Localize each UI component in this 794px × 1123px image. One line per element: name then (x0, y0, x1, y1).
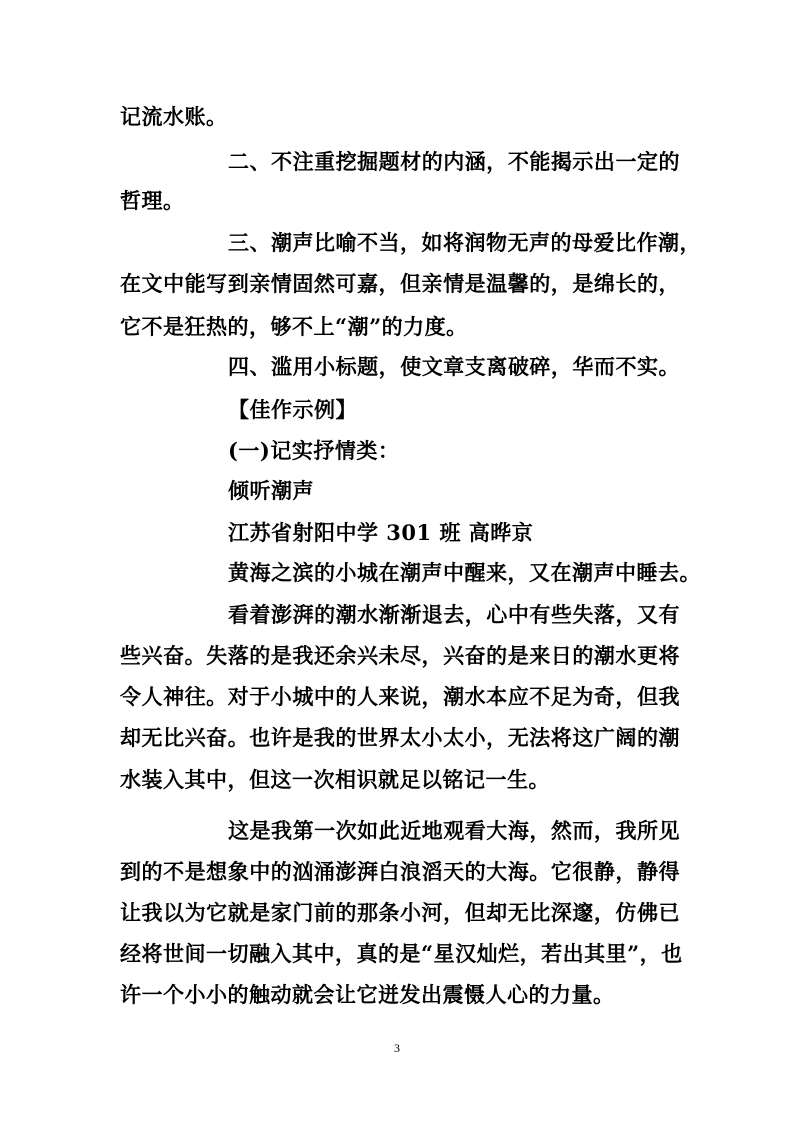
section-heading: 【佳作示例】 (228, 397, 357, 422)
text-line: 哲理。 (120, 188, 185, 213)
text-line: 令人神往。对于小城中的人来说，潮水本应不足为奇，但我 (120, 684, 680, 709)
subsection-heading: (一)记实抒情类： (228, 438, 400, 463)
text-line: 些兴奋。失落的是我还余兴未尽，兴奋的是来日的潮水更将 (120, 643, 680, 668)
text-line: 看着澎湃的潮水渐渐退去，心中有些失落，又有 (228, 602, 680, 627)
page-number: 3 (394, 1041, 400, 1055)
text-line: 四、滥用小标题，使文章支离破碎，华而不实。 (228, 354, 680, 379)
text-line: 到的不是想象中的汹涌澎湃白浪滔天的大海。它很静，静得 (120, 859, 680, 884)
essay-title: 倾听潮声 (228, 478, 314, 503)
text-line: 二、不注重挖掘题材的内涵，不能揭示出一定的 (228, 149, 680, 174)
text-line: 让我以为它就是家门前的那条小河，但却无比深邃，仿佛已 (120, 900, 680, 925)
essay-author: 江苏省射阳中学 301 班 高晔京 (228, 520, 534, 545)
text-line: 经将世间一切融入其中，真的是“星汉灿烂，若出其里”，也 (120, 941, 683, 966)
text-line: 却无比兴奋。也许是我的世界太小太小，无法将这广阔的潮 (120, 725, 680, 750)
text-line: 三、潮声比喻不当，如将润物无声的母爱比作潮， (228, 230, 701, 255)
text-line: 许一个小小的触动就会让它迸发出震慑人心的力量。 (120, 982, 615, 1007)
text-line: 这是我第一次如此近地观看大海，然而，我所见 (228, 818, 680, 843)
text-line: 黄海之滨的小城在潮声中醒来，又在潮声中睡去。 (228, 560, 701, 585)
text-line: 它不是狂热的，够不上“潮”的力度。 (120, 314, 468, 339)
text-line: 在文中能写到亲情固然可嘉，但亲情是温馨的，是绵长的， (120, 271, 680, 296)
text-line: 记流水账。 (120, 104, 228, 129)
text-line: 水装入其中，但这一次相识就足以铭记一生。 (120, 767, 550, 792)
